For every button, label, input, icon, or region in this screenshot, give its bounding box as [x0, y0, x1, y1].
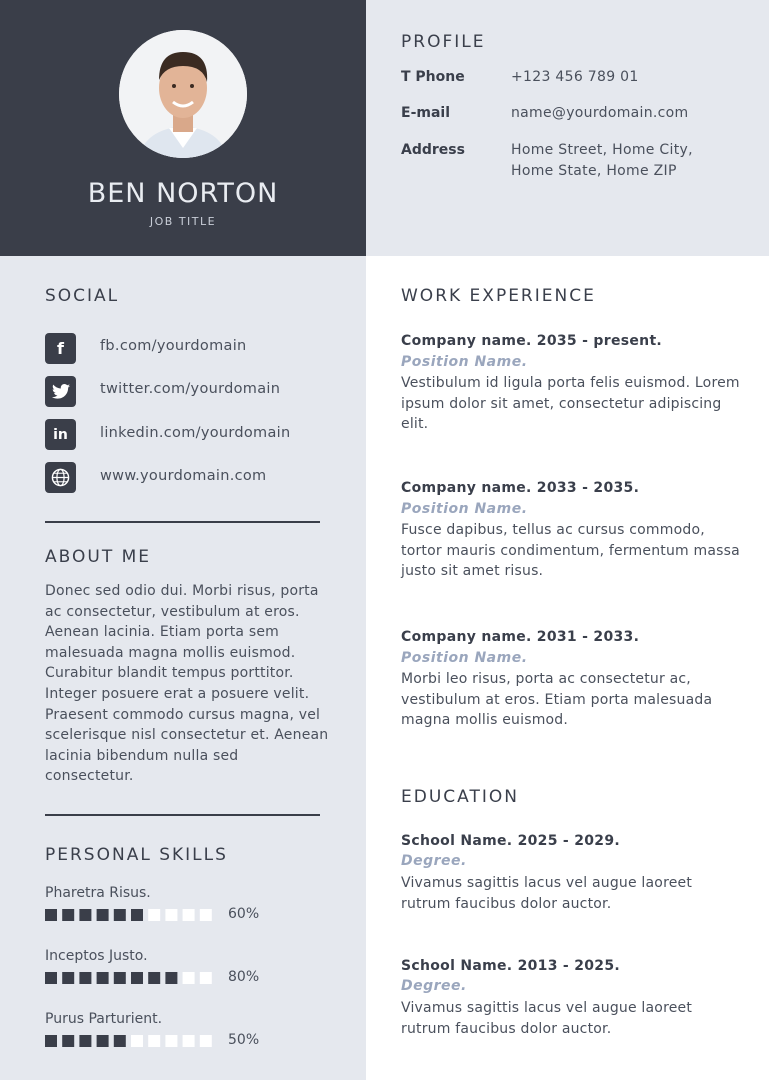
skill-square-empty [148, 1035, 160, 1047]
skill-square-filled [45, 1035, 57, 1047]
section-divider [45, 814, 320, 816]
twitter-bird-icon [52, 384, 70, 399]
skill-square-filled [45, 909, 57, 921]
work-entry-text: Vestibulum id ligula porta felis euismod. Lorem ipsum dolor sit amet, consectetur adipiscing elit. [401, 375, 740, 433]
skill-bar [45, 909, 220, 921]
skill-square-filled [131, 972, 143, 984]
skill-square-filled [97, 909, 109, 921]
skill-label: Pharetra Risus. [45, 885, 151, 901]
globe-shape-icon [51, 468, 70, 487]
linkedin-glyph: in [53, 426, 68, 443]
job-title: JOB TITLE [149, 215, 217, 228]
work-entry-title: Company name. 2035 - present. [401, 333, 663, 349]
skill-percent: 80% [228, 969, 260, 985]
facebook-icon[interactable] [45, 333, 76, 364]
social-facebook-link[interactable]: fb.com/yourdomain [100, 338, 247, 354]
twitter-icon[interactable] [45, 376, 76, 407]
skill-bar [45, 1035, 220, 1047]
skill-square-filled [114, 972, 126, 984]
skill-square-filled [62, 1035, 74, 1047]
work-entry-title: Company name. 2033 - 2035. [401, 480, 640, 496]
phone-value: +123 456 789 01 [511, 69, 639, 85]
social-title: SOCIAL [45, 286, 120, 306]
skill-square-empty [183, 1035, 195, 1047]
education-entry-title: School Name. 2013 - 2025. [401, 958, 621, 974]
address-label: Address [401, 142, 465, 158]
education-title: EDUCATION [401, 787, 519, 807]
skill-square-empty [183, 909, 195, 921]
avatar [119, 30, 247, 158]
skill-label: Purus Parturient. [45, 1011, 163, 1027]
skill-square-empty [200, 909, 212, 921]
skill-square-empty [200, 1035, 212, 1047]
profile-photo [119, 30, 247, 158]
skills-title: PERSONAL SKILLS [45, 845, 228, 865]
work-entry-position: Position Name. [401, 354, 528, 370]
profile-title: PROFILE [401, 32, 486, 52]
email-value: name@yourdomain.com [511, 105, 689, 121]
address-line-1: Home Street, Home City, [511, 142, 693, 158]
skill-square-empty [131, 1035, 143, 1047]
work-entry-position: Position Name. [401, 650, 528, 666]
work-entry-text: Morbi leo risus, porta ac consectetur ac, vestibulum at eros. Etiam porta malesuada magna mollis euismod. [401, 671, 713, 729]
email-label: E-mail [401, 105, 451, 121]
skill-square-filled [97, 972, 109, 984]
skill-square-filled [148, 972, 160, 984]
work-title: WORK EXPERIENCE [401, 286, 596, 306]
skill-percent: 50% [228, 1032, 260, 1048]
education-entry-degree: Degree. [401, 978, 467, 994]
education-entry-text: Vivamus sagittis lacus vel augue laoreet rutrum faucibus dolor auctor. [401, 1000, 693, 1037]
skill-square-empty [148, 909, 160, 921]
skill-square-filled [131, 909, 143, 921]
skill-square-filled [79, 1035, 91, 1047]
skill-square-filled [114, 909, 126, 921]
globe-icon[interactable] [45, 462, 76, 493]
social-twitter-link[interactable]: twitter.com/yourdomain [100, 381, 281, 397]
address-line-2: Home State, Home ZIP [511, 163, 677, 179]
education-entry-text: Vivamus sagittis lacus vel augue laoreet rutrum faucibus dolor auctor. [401, 875, 693, 912]
education-entry-title: School Name. 2025 - 2029. [401, 833, 621, 849]
skill-square-filled [79, 972, 91, 984]
header-panel [0, 0, 366, 256]
work-entry-position: Position Name. [401, 501, 528, 517]
work-entry-title: Company name. 2031 - 2033. [401, 629, 640, 645]
about-title: ABOUT ME [45, 547, 152, 567]
skill-label: Inceptos Justo. [45, 948, 148, 964]
skill-square-filled [62, 972, 74, 984]
section-divider [45, 521, 320, 523]
work-entry-text: Fusce dapibus, tellus ac cursus commodo, tortor mauris condimentum, fermentum massa justo sit amet risus. [401, 522, 740, 580]
person-name: BEN NORTON [87, 178, 279, 209]
education-entry-degree: Degree. [401, 853, 467, 869]
skill-square-filled [165, 972, 177, 984]
social-linkedin-link[interactable]: linkedin.com/yourdomain [100, 425, 291, 441]
skill-square-filled [62, 909, 74, 921]
skill-square-filled [97, 1035, 109, 1047]
skill-square-filled [114, 1035, 126, 1047]
skill-square-empty [183, 972, 195, 984]
skill-bar [45, 972, 220, 984]
skill-square-filled [79, 909, 91, 921]
skill-square-empty [165, 1035, 177, 1047]
social-website-link[interactable]: www.yourdomain.com [100, 468, 267, 484]
skill-percent: 60% [228, 906, 260, 922]
linkedin-icon[interactable] [45, 419, 76, 450]
skill-square-empty [200, 972, 212, 984]
skill-square-filled [45, 972, 57, 984]
about-text: Donec sed odio dui. Morbi risus, porta ac consectetur, vestibulum at eros. Aenean lacinia. Etiam porta sem malesuada magna mollis euismod. Curabitur blandit tempus porttitor. Integer posuere erat a posuere velit. Praesent commodo cursus magna, vel scelerisque nisl consectetur et. Aenean lacinia bibendum nulla sed consectetur. [45, 583, 329, 785]
skill-square-empty [165, 909, 177, 921]
phone-label: T Phone [401, 69, 465, 85]
facebook-glyph: f [57, 339, 64, 358]
